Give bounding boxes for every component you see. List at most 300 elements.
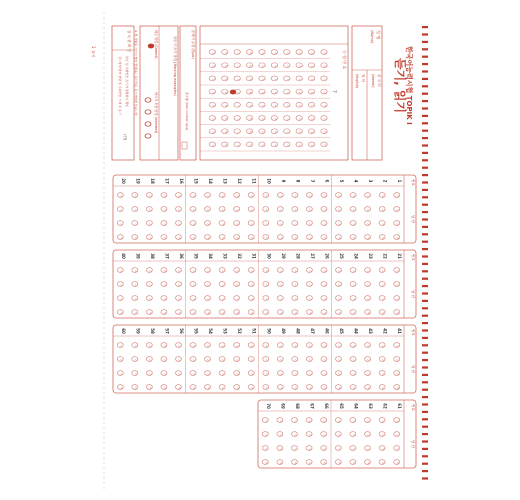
answer-bubble[interactable] [379, 446, 385, 451]
answer-bubble[interactable] [321, 446, 327, 451]
answer-bubble[interactable] [292, 343, 298, 348]
answer-bubble[interactable] [175, 310, 181, 315]
answer-bubble[interactable] [365, 268, 371, 273]
exam-number-bubble[interactable] [296, 89, 302, 94]
answer-bubble[interactable] [350, 432, 356, 437]
answer-bubble[interactable] [219, 282, 225, 287]
answer-bubble[interactable] [161, 343, 167, 348]
answer-bubble[interactable] [321, 418, 327, 423]
exam-number-bubble[interactable] [271, 76, 277, 81]
exam-number-bubble[interactable] [296, 76, 302, 81]
answer-bubble[interactable] [161, 371, 167, 376]
answer-bubble[interactable] [350, 371, 356, 376]
answer-bubble[interactable] [146, 296, 152, 301]
exam-number-bubble[interactable] [284, 116, 290, 121]
answer-bubble[interactable] [190, 296, 196, 301]
answer-bubble[interactable] [379, 432, 385, 437]
answer-bubble[interactable] [263, 357, 269, 362]
answer-bubble[interactable] [146, 235, 152, 240]
exam-number-bubble[interactable] [271, 63, 277, 68]
answer-bubble[interactable] [350, 343, 356, 348]
answer-bubble[interactable] [234, 221, 240, 226]
answer-bubble[interactable] [277, 385, 283, 390]
answer-bubble[interactable] [205, 221, 211, 226]
answer-bubble[interactable] [277, 371, 283, 376]
answer-bubble[interactable] [248, 385, 254, 390]
answer-bubble[interactable] [161, 221, 167, 226]
answer-bubble[interactable] [336, 268, 342, 273]
answer-bubble[interactable] [336, 221, 342, 226]
answer-bubble[interactable] [190, 207, 196, 212]
answer-bubble[interactable] [336, 310, 342, 315]
answer-bubble[interactable] [321, 357, 327, 362]
answer-bubble[interactable] [262, 432, 268, 437]
answer-bubble[interactable] [132, 207, 138, 212]
answer-bubble[interactable] [379, 310, 385, 315]
answer-bubble[interactable] [365, 343, 371, 348]
answer-bubble[interactable] [161, 310, 167, 315]
answer-bubble[interactable] [219, 268, 225, 273]
answer-bubble[interactable] [321, 268, 327, 273]
answer-bubble[interactable] [117, 282, 123, 287]
answer-bubble[interactable] [146, 282, 152, 287]
answer-bubble[interactable] [132, 193, 138, 198]
answer-bubble[interactable] [350, 357, 356, 362]
answer-bubble[interactable] [306, 446, 312, 451]
answer-bubble[interactable] [132, 268, 138, 273]
exam-number-bubble[interactable] [321, 129, 327, 134]
answer-bubble[interactable] [379, 193, 385, 198]
answer-bubble[interactable] [321, 460, 327, 465]
answer-bubble[interactable] [394, 235, 400, 240]
answer-bubble[interactable] [306, 193, 312, 198]
answer-bubble[interactable] [292, 357, 298, 362]
answer-bubble[interactable] [190, 193, 196, 198]
exam-number-bubble[interactable] [209, 116, 215, 121]
exam-number-bubble[interactable] [321, 76, 327, 81]
answer-bubble[interactable] [205, 296, 211, 301]
answer-bubble[interactable] [336, 193, 342, 198]
exam-number-bubble[interactable] [271, 102, 277, 107]
answer-bubble[interactable] [117, 371, 123, 376]
answer-bubble[interactable] [277, 268, 283, 273]
answer-bubble[interactable] [248, 207, 254, 212]
exam-number-bubble[interactable] [296, 102, 302, 107]
answer-bubble[interactable] [394, 418, 400, 423]
answer-bubble[interactable] [277, 357, 283, 362]
answer-bubble[interactable] [350, 446, 356, 451]
exam-number-bubble[interactable] [296, 50, 302, 55]
answer-bubble[interactable] [335, 432, 341, 437]
answer-bubble[interactable] [146, 343, 152, 348]
exam-number-bubble[interactable] [246, 142, 252, 147]
answer-bubble[interactable] [335, 460, 341, 465]
answer-bubble[interactable] [132, 282, 138, 287]
answer-bubble[interactable] [234, 357, 240, 362]
answer-bubble[interactable] [219, 371, 225, 376]
answer-bubble[interactable] [350, 235, 356, 240]
answer-bubble[interactable] [175, 343, 181, 348]
answer-bubble[interactable] [248, 235, 254, 240]
exam-number-bubble[interactable] [321, 89, 327, 94]
answer-bubble[interactable] [306, 357, 312, 362]
answer-bubble[interactable] [350, 282, 356, 287]
exam-number-bubble[interactable] [296, 142, 302, 147]
answer-bubble[interactable] [263, 221, 269, 226]
exam-number-bubble[interactable] [222, 50, 228, 55]
exam-number-bubble[interactable] [234, 116, 240, 121]
answer-bubble[interactable] [336, 207, 342, 212]
answer-bubble[interactable] [117, 310, 123, 315]
answer-bubble[interactable] [365, 460, 371, 465]
answer-bubble[interactable] [175, 282, 181, 287]
exam-number-bubble[interactable] [308, 116, 314, 121]
answer-bubble[interactable] [234, 385, 240, 390]
answer-bubble[interactable] [306, 343, 312, 348]
answer-bubble[interactable] [248, 343, 254, 348]
exam-number-bubble[interactable] [246, 102, 252, 107]
answer-bubble[interactable] [146, 371, 152, 376]
answer-bubble[interactable] [379, 418, 385, 423]
answer-bubble[interactable] [277, 310, 283, 315]
exam-number-bubble[interactable] [209, 129, 215, 134]
answer-bubble[interactable] [292, 460, 298, 465]
answer-bubble[interactable] [350, 193, 356, 198]
exam-number-bubble[interactable] [321, 63, 327, 68]
answer-bubble[interactable] [175, 385, 181, 390]
exam-number-bubble[interactable] [284, 129, 290, 134]
exam-number-bubble[interactable] [271, 129, 277, 134]
answer-bubble[interactable] [263, 207, 269, 212]
answer-bubble[interactable] [234, 310, 240, 315]
answer-bubble[interactable] [394, 296, 400, 301]
exam-number-bubble[interactable] [259, 116, 265, 121]
answer-bubble[interactable] [190, 282, 196, 287]
answer-bubble[interactable] [379, 296, 385, 301]
answer-bubble[interactable] [292, 221, 298, 226]
answer-bubble[interactable] [379, 235, 385, 240]
answer-bubble[interactable] [146, 385, 152, 390]
answer-bubble[interactable] [379, 207, 385, 212]
answer-bubble[interactable] [350, 207, 356, 212]
exam-number-bubble[interactable] [308, 63, 314, 68]
answer-bubble[interactable] [132, 235, 138, 240]
exam-number-bubble[interactable] [246, 63, 252, 68]
answer-bubble[interactable] [350, 418, 356, 423]
answer-bubble[interactable] [365, 357, 371, 362]
answer-bubble[interactable] [292, 371, 298, 376]
answer-bubble[interactable] [161, 296, 167, 301]
exam-number-bubble[interactable] [271, 116, 277, 121]
exam-number-bubble[interactable] [209, 63, 215, 68]
answer-bubble[interactable] [394, 282, 400, 287]
answer-bubble[interactable] [336, 357, 342, 362]
answer-bubble[interactable] [117, 207, 123, 212]
answer-bubble[interactable] [161, 385, 167, 390]
exam-number-bubble[interactable] [321, 142, 327, 147]
exam-number-bubble[interactable] [271, 142, 277, 147]
answer-bubble[interactable] [336, 371, 342, 376]
answer-bubble[interactable] [336, 343, 342, 348]
answer-bubble[interactable] [205, 357, 211, 362]
exam-number-bubble[interactable] [296, 116, 302, 121]
exam-number-bubble[interactable] [284, 142, 290, 147]
answer-bubble[interactable] [117, 235, 123, 240]
answer-bubble[interactable] [365, 432, 371, 437]
exam-number-bubble[interactable] [246, 89, 252, 94]
answer-bubble[interactable] [161, 282, 167, 287]
answer-bubble[interactable] [306, 460, 312, 465]
answer-bubble[interactable] [234, 343, 240, 348]
answer-bubble[interactable] [321, 193, 327, 198]
answer-bubble[interactable] [219, 385, 225, 390]
answer-bubble[interactable] [394, 371, 400, 376]
exam-number-bubble[interactable] [234, 50, 240, 55]
answer-bubble[interactable] [263, 193, 269, 198]
answer-bubble[interactable] [146, 221, 152, 226]
answer-bubble[interactable] [219, 357, 225, 362]
answer-bubble[interactable] [161, 357, 167, 362]
answer-bubble[interactable] [205, 371, 211, 376]
answer-bubble[interactable] [132, 310, 138, 315]
answer-bubble[interactable] [277, 221, 283, 226]
answer-bubble[interactable] [132, 221, 138, 226]
answer-bubble[interactable] [292, 432, 298, 437]
answer-bubble[interactable] [234, 282, 240, 287]
exam-number-bubble[interactable] [209, 142, 215, 147]
answer-bubble[interactable] [306, 385, 312, 390]
answer-bubble[interactable] [277, 193, 283, 198]
answer-bubble[interactable] [234, 371, 240, 376]
exam-number-bubble[interactable] [259, 102, 265, 107]
answer-bubble[interactable] [219, 207, 225, 212]
answer-bubble[interactable] [321, 371, 327, 376]
answer-bubble[interactable] [175, 193, 181, 198]
answer-bubble[interactable] [365, 193, 371, 198]
answer-bubble[interactable] [175, 268, 181, 273]
answer-bubble[interactable] [234, 207, 240, 212]
answer-bubble[interactable] [161, 235, 167, 240]
answer-bubble[interactable] [365, 371, 371, 376]
answer-bubble[interactable] [205, 235, 211, 240]
exam-number-bubble[interactable] [321, 50, 327, 55]
answer-bubble[interactable] [132, 343, 138, 348]
exam-number-bubble[interactable] [222, 142, 228, 147]
answer-bubble[interactable] [394, 343, 400, 348]
answer-bubble[interactable] [277, 282, 283, 287]
answer-bubble[interactable] [306, 310, 312, 315]
answer-bubble[interactable] [263, 343, 269, 348]
answer-bubble[interactable] [161, 268, 167, 273]
exam-number-bubble[interactable] [284, 50, 290, 55]
answer-bubble[interactable] [205, 343, 211, 348]
answer-bubble[interactable] [175, 371, 181, 376]
answer-bubble[interactable] [277, 207, 283, 212]
answer-bubble[interactable] [277, 343, 283, 348]
answer-bubble[interactable] [321, 282, 327, 287]
exam-number-bubble[interactable] [271, 89, 277, 94]
answer-bubble[interactable] [336, 235, 342, 240]
answer-bubble[interactable] [190, 310, 196, 315]
answer-bubble[interactable] [292, 385, 298, 390]
answer-bubble[interactable] [306, 221, 312, 226]
answer-bubble[interactable] [336, 282, 342, 287]
exam-number-bubble[interactable] [308, 89, 314, 94]
answer-bubble[interactable] [219, 221, 225, 226]
answer-bubble[interactable] [263, 296, 269, 301]
answer-bubble[interactable] [132, 385, 138, 390]
answer-bubble[interactable] [379, 460, 385, 465]
answer-bubble[interactable] [190, 385, 196, 390]
exam-number-bubble[interactable] [296, 129, 302, 134]
exam-number-bubble[interactable] [209, 76, 215, 81]
answer-bubble[interactable] [117, 268, 123, 273]
answer-bubble[interactable] [394, 221, 400, 226]
exam-number-bubble[interactable] [321, 116, 327, 121]
exam-number-bubble[interactable] [209, 102, 215, 107]
answer-bubble[interactable] [219, 343, 225, 348]
answer-bubble[interactable] [365, 446, 371, 451]
answer-bubble[interactable] [306, 268, 312, 273]
answer-bubble[interactable] [262, 418, 268, 423]
answer-bubble[interactable] [394, 193, 400, 198]
answer-bubble[interactable] [379, 268, 385, 273]
answer-bubble[interactable] [262, 460, 268, 465]
answer-bubble[interactable] [190, 371, 196, 376]
answer-bubble[interactable] [306, 282, 312, 287]
answer-bubble[interactable] [205, 385, 211, 390]
answer-bubble[interactable] [379, 221, 385, 226]
answer-bubble[interactable] [365, 385, 371, 390]
answer-bubble[interactable] [190, 357, 196, 362]
exam-number-bubble[interactable] [308, 50, 314, 55]
answer-bubble[interactable] [321, 432, 327, 437]
exam-number-bubble[interactable] [222, 76, 228, 81]
exam-number-bubble[interactable] [284, 89, 290, 94]
answer-bubble[interactable] [263, 235, 269, 240]
answer-bubble[interactable] [146, 268, 152, 273]
answer-bubble[interactable] [379, 343, 385, 348]
exam-number-bubble[interactable] [284, 76, 290, 81]
exam-number-bubble[interactable] [321, 102, 327, 107]
exam-number-bubble[interactable] [234, 76, 240, 81]
exam-number-bubble[interactable] [246, 76, 252, 81]
answer-bubble[interactable] [205, 268, 211, 273]
exam-number-bubble[interactable] [246, 129, 252, 134]
exam-number-bubble[interactable] [222, 102, 228, 107]
exam-number-bubble[interactable] [308, 102, 314, 107]
answer-bubble[interactable] [205, 282, 211, 287]
answer-bubble[interactable] [292, 310, 298, 315]
answer-bubble[interactable] [146, 193, 152, 198]
answer-bubble[interactable] [175, 357, 181, 362]
exam-number-bubble[interactable] [222, 63, 228, 68]
exam-number-bubble[interactable] [284, 63, 290, 68]
answer-bubble[interactable] [394, 357, 400, 362]
answer-bubble[interactable] [335, 446, 341, 451]
answer-bubble[interactable] [350, 268, 356, 273]
answer-bubble[interactable] [394, 207, 400, 212]
exam-number-bubble[interactable] [234, 102, 240, 107]
answer-bubble[interactable] [132, 296, 138, 301]
answer-bubble[interactable] [350, 310, 356, 315]
answer-bubble[interactable] [306, 235, 312, 240]
answer-bubble[interactable] [161, 193, 167, 198]
answer-bubble[interactable] [306, 296, 312, 301]
answer-bubble[interactable] [379, 357, 385, 362]
answer-bubble[interactable] [175, 207, 181, 212]
answer-bubble[interactable] [277, 418, 283, 423]
exam-number-bubble[interactable] [209, 50, 215, 55]
answer-bubble[interactable] [350, 296, 356, 301]
answer-bubble[interactable] [146, 310, 152, 315]
exam-number-bubble[interactable] [259, 76, 265, 81]
answer-bubble[interactable] [262, 446, 268, 451]
answer-bubble[interactable] [350, 221, 356, 226]
answer-bubble[interactable] [394, 446, 400, 451]
answer-bubble[interactable] [321, 343, 327, 348]
answer-bubble[interactable] [263, 282, 269, 287]
answer-bubble[interactable] [365, 310, 371, 315]
answer-bubble[interactable] [306, 418, 312, 423]
answer-bubble[interactable] [306, 207, 312, 212]
answer-bubble[interactable] [263, 371, 269, 376]
answer-bubble[interactable] [379, 371, 385, 376]
exam-number-bubble[interactable] [296, 63, 302, 68]
answer-bubble[interactable] [277, 296, 283, 301]
answer-bubble[interactable] [365, 235, 371, 240]
answer-bubble[interactable] [263, 268, 269, 273]
answer-bubble[interactable] [219, 193, 225, 198]
exam-number-bubble[interactable] [246, 116, 252, 121]
answer-bubble[interactable] [292, 193, 298, 198]
exam-number-bubble[interactable] [259, 63, 265, 68]
answer-bubble[interactable] [175, 221, 181, 226]
answer-bubble[interactable] [292, 282, 298, 287]
answer-bubble[interactable] [306, 371, 312, 376]
answer-bubble[interactable] [292, 235, 298, 240]
answer-bubble[interactable] [292, 296, 298, 301]
answer-bubble[interactable] [175, 296, 181, 301]
exam-number-bubble[interactable] [259, 142, 265, 147]
answer-bubble[interactable] [336, 296, 342, 301]
answer-bubble[interactable] [292, 446, 298, 451]
answer-bubble[interactable] [365, 282, 371, 287]
answer-bubble[interactable] [394, 268, 400, 273]
exam-number-bubble[interactable] [308, 142, 314, 147]
exam-number-bubble[interactable] [222, 89, 228, 94]
answer-bubble[interactable] [321, 296, 327, 301]
answer-bubble[interactable] [365, 207, 371, 212]
answer-bubble[interactable] [277, 446, 283, 451]
exam-number-bubble[interactable] [308, 129, 314, 134]
answer-bubble[interactable] [365, 418, 371, 423]
answer-bubble[interactable] [292, 418, 298, 423]
exam-number-bubble[interactable] [259, 50, 265, 55]
answer-bubble[interactable] [117, 296, 123, 301]
answer-bubble[interactable] [234, 193, 240, 198]
answer-bubble[interactable] [394, 385, 400, 390]
answer-bubble[interactable] [248, 282, 254, 287]
answer-bubble[interactable] [234, 235, 240, 240]
answer-bubble[interactable] [336, 385, 342, 390]
answer-bubble[interactable] [248, 268, 254, 273]
answer-bubble[interactable] [379, 282, 385, 287]
answer-bubble[interactable] [292, 268, 298, 273]
exam-number-bubble[interactable] [234, 63, 240, 68]
answer-bubble[interactable] [190, 235, 196, 240]
answer-bubble[interactable] [277, 460, 283, 465]
